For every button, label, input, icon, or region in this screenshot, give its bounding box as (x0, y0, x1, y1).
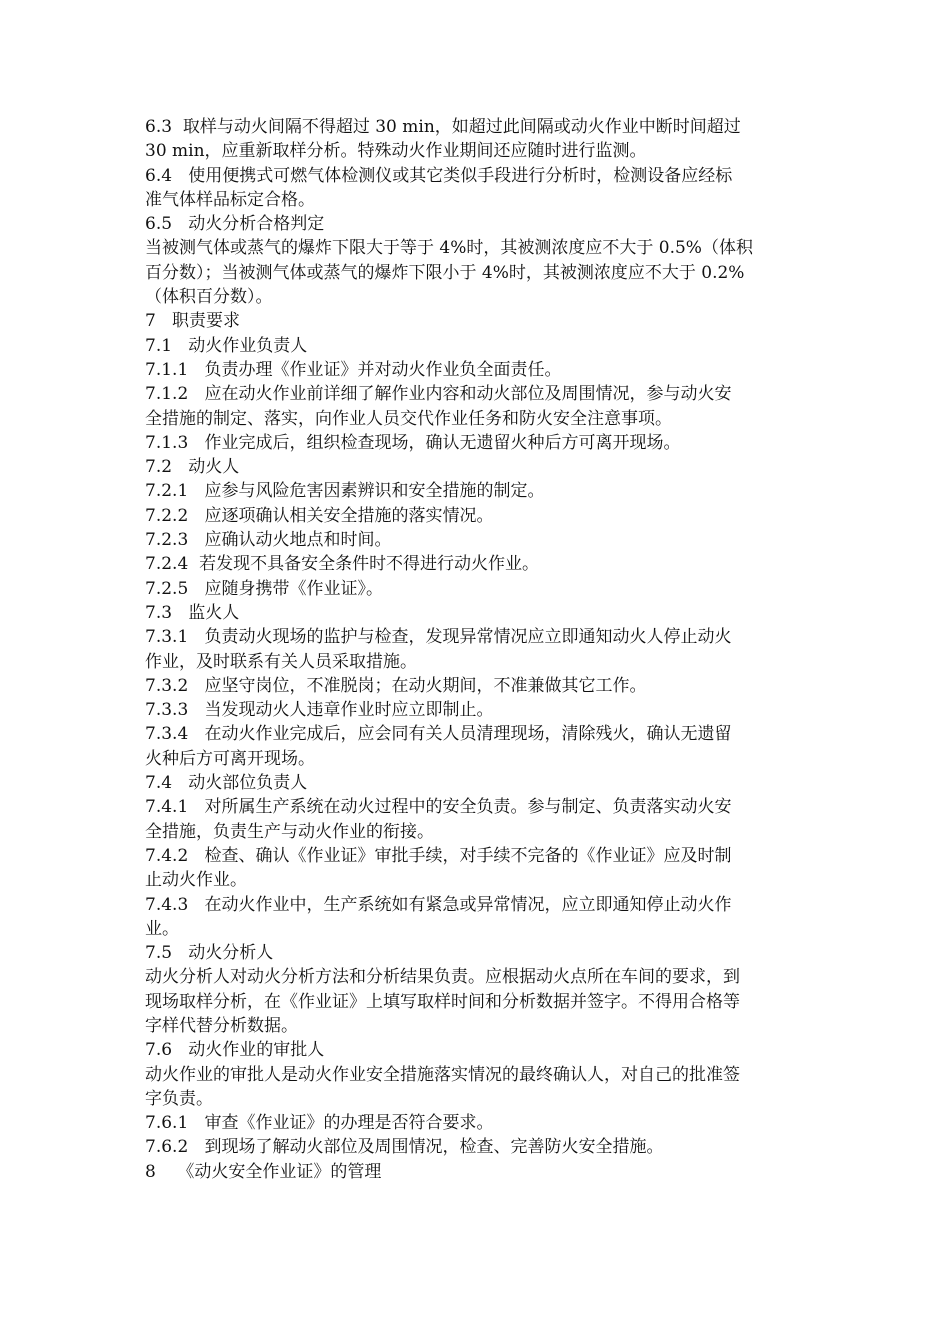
section-heading: 7.1 动火作业负责人 (145, 335, 308, 356)
text-line: 7.6.2 到现场了解动火部位及周围情况，检查、完善防火安全措施。 (145, 1137, 664, 1158)
text-line: 7.2.5 应随身携带《作业证》。 (145, 578, 383, 599)
text-line: 7.3.3 当发现动火人违章作业时应立即制止。 (145, 700, 494, 721)
text-line: 7.3.1 负责动火现场的监护与检查，发现异常情况应立即通知动火人停止动火 (145, 627, 732, 648)
document-body (145, 115, 815, 1184)
text-line: 动火分析人对动火分析方法和分析结果负责。应根据动火点所在车间的要求，到 (145, 967, 740, 988)
text-line: 7.2.3 应确认动火地点和时间。 (145, 530, 392, 551)
text-line: 字样代替分析数据。 (145, 1015, 298, 1036)
section-heading: 7.6 动火作业的审批人 (145, 1040, 325, 1061)
text-line: 6.4 使用便携式可燃气体检测仪或其它类似手段进行分析时，检测设备应经标 (145, 165, 733, 186)
text-line: 字负责。 (145, 1088, 213, 1109)
section-heading: 7.3 监火人 (145, 602, 240, 623)
text-line: 7.3.4 在动火作业完成后，应会同有关人员清理现场，清除残火，确认无遗留 (145, 724, 732, 745)
text-line: 动火作业的审批人是动火作业安全措施落实情况的最终确认人，对自己的批准签 (145, 1064, 740, 1085)
section-heading: 8 《动火安全作业证》的管理 (145, 1161, 382, 1182)
text-line: 止动火作业。 (145, 870, 247, 891)
text-line: 7.2.4 若发现不具备安全条件时不得进行动火作业。 (145, 554, 540, 575)
text-line: 7.2.1 应参与风险危害因素辨识和安全措施的制定。 (145, 481, 545, 502)
text-line: 7.1.3 作业完成后，组织检查现场，确认无遗留火种后方可离开现场。 (145, 432, 681, 453)
text-line: 7.4.2 检查、确认《作业证》审批手续，对手续不完备的《作业证》应及时制 (145, 845, 732, 866)
section-heading: 7.4 动火部位负责人 (145, 773, 308, 794)
text-line: 业。 (145, 918, 179, 939)
text-line: 全措施，负责生产与动火作业的衔接。 (145, 821, 434, 842)
text-line: 7.4.1 对所属生产系统在动火过程中的安全负责。参与制定、负责落实动火安 (145, 797, 732, 818)
text-line: （体积百分数）。 (145, 287, 273, 308)
text-line: 7.3.2 应坚守岗位，不准脱岗；在动火期间，不准兼做其它工作。 (145, 675, 647, 696)
text-line: 7.1.2 应在动火作业前详细了解作业内容和动火部位及周围情况，参与动火安 (145, 384, 732, 405)
text-line: 7.4.3 在动火作业中，生产系统如有紧急或异常情况，应立即通知停止动火作 (145, 894, 732, 915)
text-line: 百分数）；当被测气体或蒸气的爆炸下限小于 4%时，其被测浓度应不大于 0.2% (145, 262, 745, 283)
text-line: 作业，及时联系有关人员采取措施。 (145, 651, 417, 672)
text-line: 7.2.2 应逐项确认相关安全措施的落实情况。 (145, 505, 494, 526)
text-line: 7.6.1 审查《作业证》的办理是否符合要求。 (145, 1113, 494, 1134)
section-heading: 6.5 动火分析合格判定 (145, 214, 325, 235)
section-heading: 7.2 动火人 (145, 457, 240, 478)
text-line: 全措施的制定、落实，向作业人员交代作业任务和防火安全注意事项。 (145, 408, 672, 429)
section-heading: 7 职责要求 (145, 311, 241, 332)
text-line: 当被测气体或蒸气的爆炸下限大于等于 4%时，其被测浓度应不大于 0.5%（体积 (145, 238, 753, 259)
text-line: 现场取样分析，在《作业证》上填写取样时间和分析数据并签字。不得用合格等 (145, 991, 740, 1012)
section-heading: 7.5 动火分析人 (145, 943, 274, 964)
text-line: 30 min，应重新取样分析。特殊动火作业期间还应随时进行监测。 (145, 141, 647, 162)
text-line: 准气体样品标定合格。 (145, 189, 315, 210)
text-line: 火种后方可离开现场。 (145, 748, 315, 769)
text-line: 6.3 取样与动火间隔不得超过 30 min，如超过此间隔或动火作业中断时间超过 (145, 117, 741, 137)
text-line: 7.1.1 负责办理《作业证》并对动火作业负全面责任。 (145, 359, 562, 380)
